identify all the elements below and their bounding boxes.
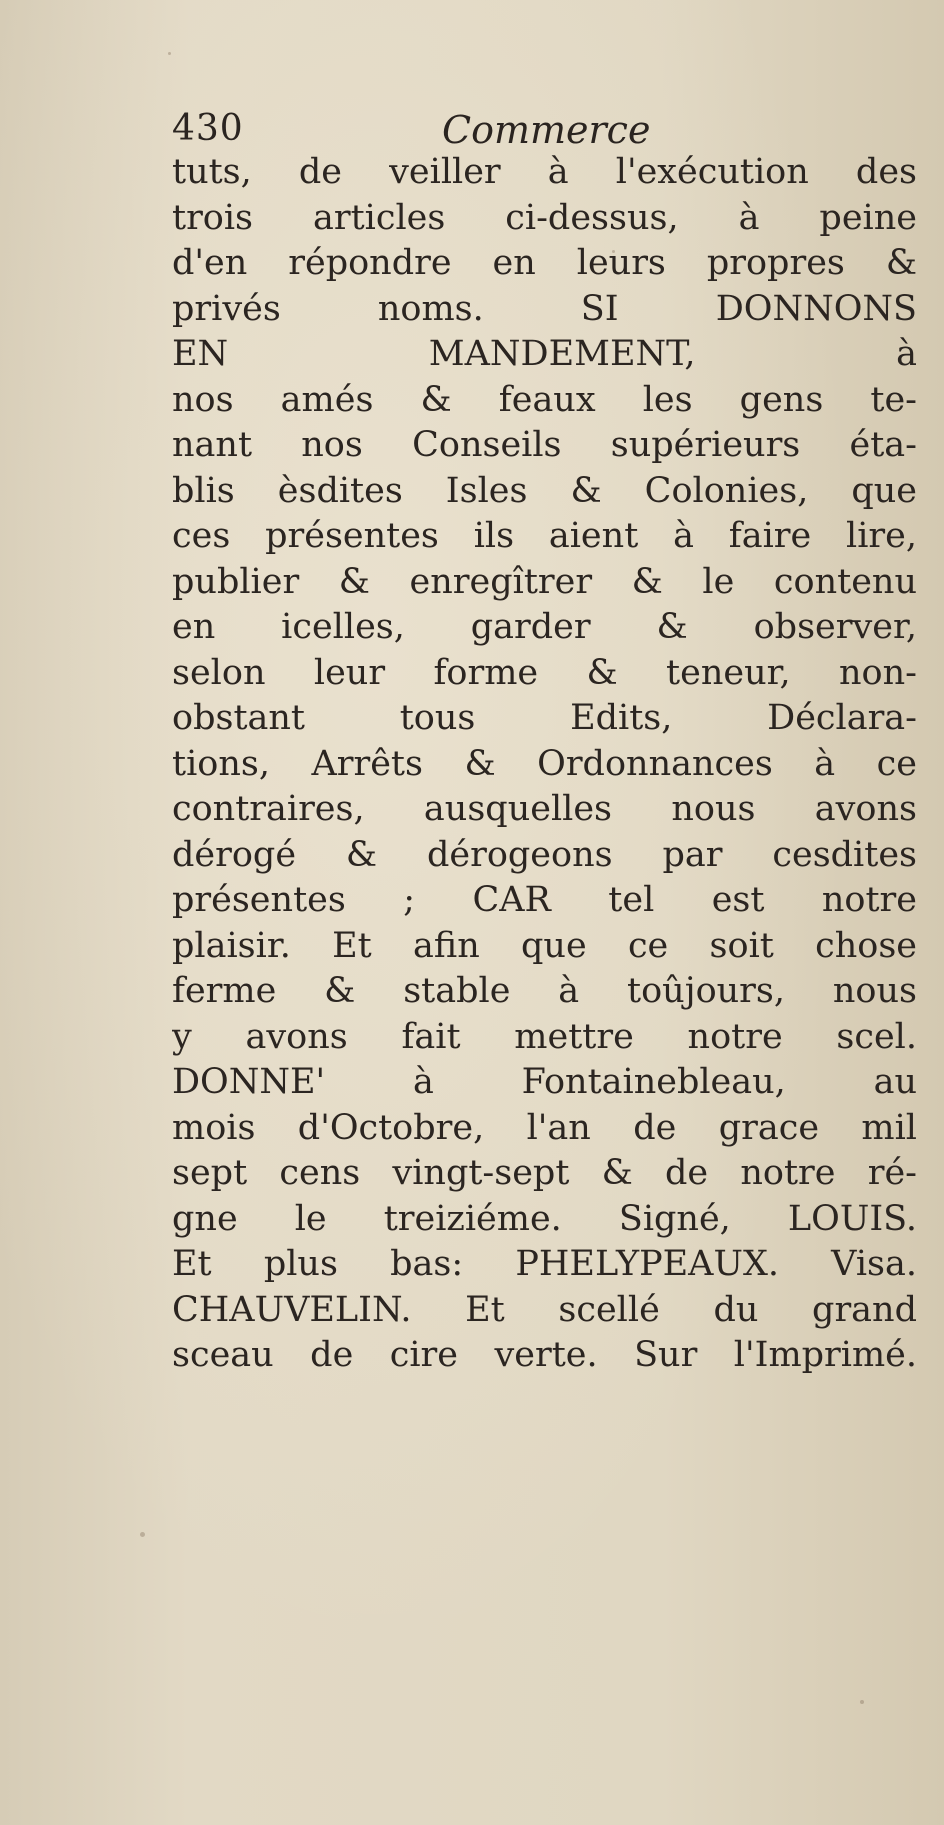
body-text <box>172 150 917 1379</box>
text-line: tuts, de veiller à l'exécution des <box>172 152 917 192</box>
text-line: ferme & stable à toûjours, nous <box>172 971 917 1011</box>
text-line: publier & enregîtrer & le contenu <box>172 561 917 602</box>
paper-speck <box>140 1532 145 1537</box>
text-line: mois d'Octobre, l'an de grace mil <box>172 1107 917 1148</box>
text-line: dérogé & dérogeons par cesdites <box>172 834 917 875</box>
text-line: Et plus bas: PHELYPEAUX. Visa. <box>172 1244 917 1284</box>
text-line: EN MANDEMENT, à <box>172 334 917 374</box>
text-line: trois articles ci-dessus, à peine <box>172 197 917 238</box>
text-line: obstant tous Edits, Déclara- <box>172 698 917 738</box>
text-line: présentes ; CAR tel est notre <box>172 880 917 920</box>
page-header <box>172 108 912 156</box>
text-line: tions, Arrêts & Ordonnances à ce <box>172 743 917 784</box>
text-line: CHAUVELIN. Et scellé du grand <box>172 1289 917 1330</box>
text-line: plaisir. Et afin que ce soit chose <box>172 925 917 966</box>
text-line: en icelles, garder & observer, <box>172 607 917 647</box>
text-line: privés noms. SI DONNONS <box>172 288 917 329</box>
paper-speck <box>860 1700 864 1704</box>
text-line: DONNE' à Fontainebleau, au <box>172 1062 917 1102</box>
page-number: 430 <box>172 108 244 149</box>
text-line: d'en répondre en leurs propres & <box>172 243 917 283</box>
running-title: Commerce <box>442 108 651 152</box>
text-line: sept cens vingt-sept & de notre ré- <box>172 1153 917 1193</box>
text-line: contraires, ausquelles nous avons <box>172 789 917 829</box>
paper-speck <box>168 52 171 55</box>
text-line: selon leur forme & teneur, non- <box>172 652 917 693</box>
text-line: nos amés & feaux les gens te- <box>172 379 917 420</box>
text-line: gne le treiziéme. Signé, LOUIS. <box>172 1198 917 1239</box>
text-line: ces présentes ils aient à faire lire, <box>172 516 917 556</box>
text-line: sceau de cire verte. Sur l'Imprimé. <box>172 1335 917 1375</box>
text-line: y avons fait mettre notre scel. <box>172 1016 917 1057</box>
text-line: blis èsdites Isles & Colonies, que <box>172 470 917 511</box>
text-line: nant nos Conseils supérieurs éta- <box>172 425 917 465</box>
